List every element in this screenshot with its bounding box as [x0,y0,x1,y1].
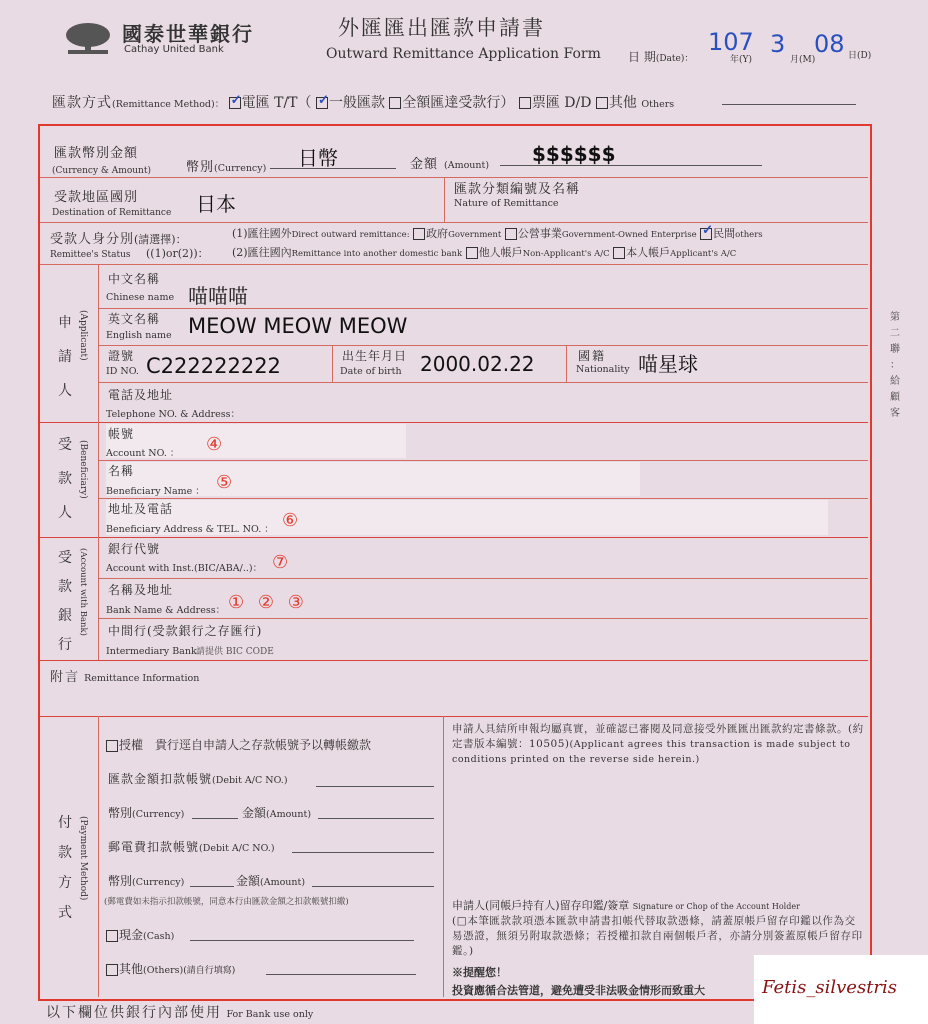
non-applicant-checkbox[interactable] [466,247,478,259]
amount-label: 金額 (Amount) [410,157,490,172]
intermediary-label-en: Intermediary Bank： [106,646,207,657]
method-dd: 票匯 D/D [531,95,592,111]
bank-name-en: Cathay United Bank [124,44,224,55]
tel-label: 電話及地址 [108,388,174,402]
method-other: 其他 [608,95,637,111]
method-label-en: (Remittance Method)： [112,99,225,110]
en-name-label-en: English name [106,330,172,341]
own-account-checkbox[interactable] [613,247,625,259]
reminder: ※提醒您！ [452,966,507,979]
id-label-en: ID NO. [106,366,139,377]
beneficiary-address-label: 地址及電話 [108,502,174,516]
en-name-value[interactable]: MEOW MEOW MEOW [188,314,408,338]
bank-name-markers: ① ② ③ [228,592,308,613]
signature-note: (□本筆匯款款項憑本匯款申請書扣帳代替取款憑條，請蓋原帳戶留存印鑑以作為交易憑證，無須另附取款憑條；若授權扣款自兩個帳戶者，亦請分別簽蓋原帳戶留存印鑑。) [452,915,863,957]
watermark-box [754,955,928,1024]
nationality-label: 國籍 [578,349,607,363]
tt-checkbox[interactable]: ✓ [230,93,242,108]
bank-code-label: 銀行代號 [108,542,161,556]
status-row-2: (2)匯往國內Remittance into another domestic bank 他人帳戶Non-Applicant's A/C 本人帳戶Applicant's A/C [232,246,737,259]
cash-checkbox[interactable] [106,930,118,942]
day-unit: 日(D) [848,51,872,61]
method-tt: 電匯 T/T（ [241,95,312,111]
date-label [628,48,693,65]
bank-side-label: 受 款 銀 行 [58,550,72,653]
bank-code-marker: ⑦ [272,552,289,573]
bank-code-label-en: Account with Inst.(BIC/ABA/..)： [106,563,263,574]
en-name-label: 英文名稱 [108,312,161,326]
account-label-en: Account NO. ： [106,448,180,459]
cn-name-label: 中文名稱 [108,272,161,286]
destination-value[interactable]: 日本 [196,192,236,216]
method-full: 全額匯達受款行） [402,95,515,111]
intermediary-label: 中間行(受款銀行之存匯行) [108,624,263,638]
signature-label: 申請人(同帳戶持有人)留存印鑑/簽章 Signature or Chop of the Account Holder [452,899,800,912]
dob-label-en: Date of birth [340,366,402,377]
payment-side-en: (Payment Method) [78,816,88,901]
year-unit: 年(Y) [730,55,752,65]
applicant-side-label: 申 請 人 [58,315,72,399]
amount-2-label: 金額(Amount) [236,874,306,888]
nature-label-en: Nature of Remittance [454,198,559,209]
currency-1-label: 幣別(Currency) [108,806,185,820]
dd-checkbox[interactable] [519,97,531,109]
bank-logo [64,22,112,56]
copy-label: 第 二 聯 ： 給 顧 客 [890,312,900,419]
status-row-1: (1)匯往國外Direct outward remittance: 政府Government 公營事業Government-Owned Enterprise ✓民間others [232,223,763,240]
date-day[interactable]: 08 [814,30,845,58]
remittance-method-row [52,92,674,112]
warning: 投資應循合法管道，避免遭受非法吸金情形而致重大 [452,984,705,997]
amount-1-label: 金額(Amount) [242,806,312,820]
month-unit: 月(M) [790,55,816,65]
nature-label: 匯款分類編號及名稱 [454,182,581,197]
beneficiary-address-label-en: Beneficiary Address & TEL. NO. ： [106,524,274,535]
cn-name-value[interactable]: 喵喵喵 [188,284,248,308]
watermark-text: Fetis_silvestris [762,977,898,998]
currency-amount-label: 匯款幣別金額 [54,146,139,161]
account-label: 帳號 [108,427,135,441]
general-checkbox[interactable]: ✓ [317,93,329,108]
bank-name-label: 名稱及地址 [108,583,174,597]
other-method-checkbox[interactable] [596,97,608,109]
intermediary-hint: 請提供 BIC CODE [196,647,274,657]
nationality-label-en: Nationality [576,364,630,375]
dob-value[interactable]: 2000.02.22 [420,352,535,376]
currency-amount-label-en: (Currency & Amount) [52,166,151,176]
method-general: 一般匯款 [328,95,385,111]
applicant-side-en: (Applicant) [78,310,88,361]
status-label-en: Remittee's Status [50,250,131,260]
beneficiary-name-label-en: Beneficiary Name ： [106,486,205,497]
bank-name-label-en: Bank Name & Address： [106,605,226,616]
full-amount-checkbox[interactable] [389,97,401,109]
destination-label-en: Destination of Remittance [52,208,172,218]
date-month[interactable]: 3 [770,30,786,58]
cn-name-label-en: Chinese name [106,292,175,303]
bank-use-label: 以下欄位供銀行內部使用 For Bank use only [46,1005,314,1021]
other-payment-checkbox[interactable] [106,964,118,976]
beneficiary-name-label: 名稱 [108,464,135,478]
destination-label: 受款地區國別 [54,190,139,205]
cash-row: 現金(Cash) [106,926,174,943]
tel-label-en: Telephone NO. & Address： [106,409,241,420]
agreement-text: 申請人具結所申報均屬真實，並確認已審閱及同意接受外匯匯出匯款約定書條款。(約定書版本編號：10505)(Applicant agrees this transaction is made subject to conditions printed on the reverse side herein.) [452,723,864,765]
id-value[interactable]: C222222222 [146,354,281,378]
beneficiary-side-label: 受 款 人 [58,437,72,521]
remit-info-label: 附言 Remittance Information [50,670,200,685]
currency-2-label: 幣別(Currency) [108,874,185,888]
bank-name-zh: 國泰世華銀行 [122,22,254,46]
currency-value[interactable]: 日幣 [298,146,338,170]
gov-checkbox[interactable] [413,228,425,240]
date-label-en: (Date)： [655,54,694,64]
date-year[interactable]: 107 [708,28,754,56]
form-title-en: Outward Remittance Application Form [326,46,601,62]
nationality-value[interactable]: 喵星球 [638,352,698,376]
method-other-en: Others [641,99,675,110]
amount-value[interactable]: $$$$$$ [532,142,616,166]
status-label: 受款人身分別(請選擇)： [50,232,187,247]
other-payment-row: 其他(Others)(請自行填寫) [106,960,235,977]
beneficiary-address-marker: ⑥ [282,510,299,531]
form-title: 外匯匯出匯款申請書 [338,16,545,40]
date-label-zh: 日 期 [628,50,656,64]
soe-checkbox[interactable] [505,228,517,240]
dob-label: 出生年月日 [342,349,408,363]
method-label: 匯款方式 [52,95,112,111]
bank-side-en: (Account with Bank) [78,548,88,637]
fee-note: (郵電費如未指示扣款帳號，同意本行由匯款金額之扣款帳號扣繳) [104,897,349,907]
authorize-checkbox[interactable] [106,740,118,752]
fee-account-label: 郵電費扣款帳號(Debit A/C NO.) [108,840,275,854]
beneficiary-name-marker: ⑤ [216,472,233,493]
status-choose: ((1)or(2))： [146,247,209,260]
debit-account-label: 匯款金額扣款帳號(Debit A/C NO.) [108,772,288,786]
beneficiary-side-en: (Beneficiary) [78,440,88,499]
currency-label: 幣別(Currency) [186,160,267,175]
account-marker: ④ [206,434,223,455]
authorize-row: 授權 貴行逕自申請人之存款帳號予以轉帳繳款 [106,736,371,753]
payment-side-label: 付 款 方 式 [58,815,72,921]
private-checkbox[interactable]: ✓ [702,223,714,238]
id-label: 證號 [108,349,135,363]
